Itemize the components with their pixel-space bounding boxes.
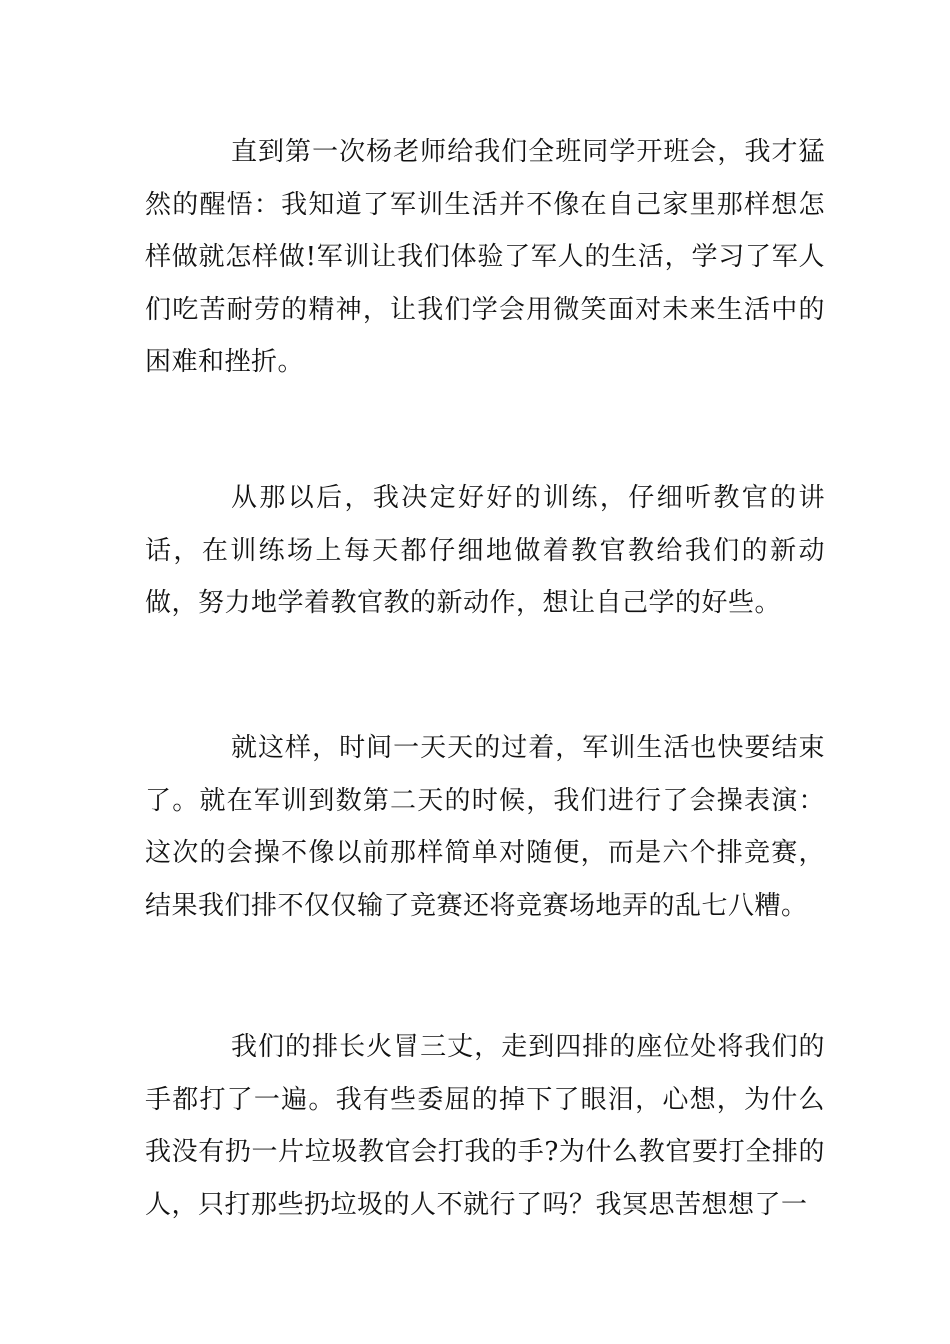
paragraph: 我们的排长火冒三丈，走到四排的座位处将我们的手都打了一遍。我有些委屈的掉下了眼泪，心想，为什么我没有扔一片垃圾教官会打我的手?为什么教官要打全排的人，只打那些扔垃圾的人不就行了吗？我冥思苦想想了一 (145, 1032, 825, 1220)
paragraph: 直到第一次杨老师给我们全班同学开班会，我才猛然的醒悟：我知道了军训生活并不像在自己家里那样想怎样做就怎样做!军训让我们体验了军人的生活，学习了军人们吃苦耐劳的精神，让我们学会用微笑面对未来生活中的困难和挫折。 (145, 137, 825, 377)
paragraph: 从那以后，我决定好好的训练，仔细听教官的讲话，在训练场上每天都仔细地做着教官教给我们的新动做，努力地学着教官教的新动作，想让自己学的好些。 (145, 483, 825, 618)
paragraph: 就这样，时间一天天的过着，军训生活也快要结束了。就在军训到数第二天的时候，我们进行了会操表演：这次的会操不像以前那样简单对随便，而是六个排竞赛，结果我们排不仅仅输了竞赛还将竞赛场地弄的乱七八糟。 (145, 733, 825, 921)
